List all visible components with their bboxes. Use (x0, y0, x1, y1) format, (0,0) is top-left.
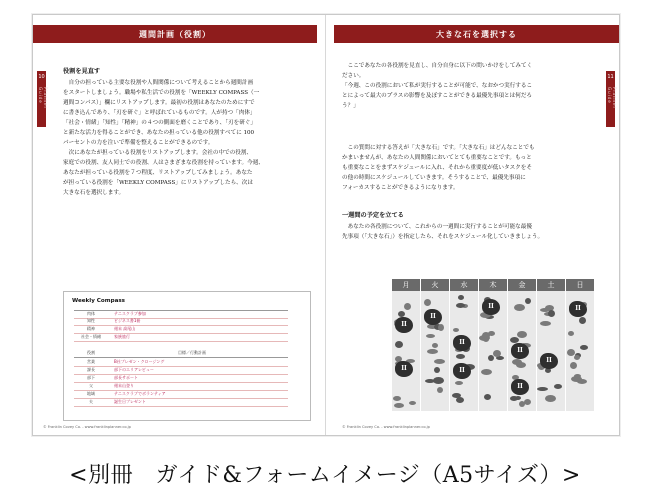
left-page-header: 週間計画（役割） (33, 25, 317, 43)
small-stone (458, 295, 464, 300)
form-role-row (74, 367, 288, 375)
role-label: 地域 (87, 391, 95, 396)
small-stone (426, 334, 435, 338)
big-stone: II (540, 353, 558, 369)
small-stone (437, 387, 443, 393)
day-header: 土 (537, 279, 565, 291)
small-stone (579, 317, 586, 324)
day-column (421, 279, 450, 411)
small-stone (455, 381, 463, 385)
small-stone (488, 355, 494, 361)
small-stone (484, 394, 491, 400)
small-stone (453, 328, 459, 332)
form-role-row (74, 359, 288, 367)
day-header: 木 (479, 279, 507, 291)
right-body-text: この質問に対する答えが「大きな石」です。「大きな石」はどんなことでも かまいませんが、あなたの人間関係においてとても重要なことです。もっと も重要なことをまずスケジュールに入れ、それから重要度が低いタスクをそ の他の時間にスケジュールしていきます。そうすることで、最優先事項に フォーカスすることができるようになります。 (342, 145, 535, 191)
big-stone: II (569, 301, 587, 317)
left-page-number: 10 (38, 74, 45, 80)
small-stone (524, 399, 531, 405)
small-stone (519, 401, 525, 407)
small-stone (493, 350, 501, 357)
day-column (537, 279, 566, 411)
form-row (74, 326, 288, 334)
right-page-number: 11 (607, 74, 614, 80)
form-row (74, 334, 288, 342)
day-header: 金 (508, 279, 536, 291)
right-intro-text: ここであなたの各役割を見直し、自分自身に以下の問いかけをしてみてく ださい。 「今週、この役割において私が実行することが可能で、なおかつ実行するこ とによって最大のプラスの影響を及ぼすことができる最優先事項とは何だろ う？」 (342, 63, 533, 109)
day-column (479, 279, 508, 411)
big-stone: II (453, 335, 471, 351)
big-stone: II (424, 309, 442, 325)
small-stone (394, 403, 404, 408)
big-stone: II (395, 317, 413, 333)
form-row-label: 精神 (87, 326, 95, 331)
day-header: 日 (566, 279, 594, 291)
day-column (566, 279, 595, 411)
day-column (450, 279, 479, 411)
form-row-label: 社会・情緒 (81, 334, 101, 339)
small-stone (540, 308, 550, 312)
small-stone (545, 395, 556, 402)
form-row-value: ビジネス書1冊 (114, 318, 141, 323)
left-footer: © Franklin Covey Co. - www.franklinplanner.co.jp (43, 425, 131, 429)
small-stone (517, 331, 527, 338)
role-value: 部下のエリアレビュー (114, 367, 154, 372)
right-page-tab (606, 71, 615, 127)
day-header: 火 (421, 279, 449, 291)
small-stone (577, 379, 587, 384)
small-stone (432, 343, 438, 348)
small-stone (424, 299, 431, 306)
small-stone (434, 367, 440, 373)
small-stone (481, 369, 492, 375)
day-header: 月 (392, 279, 420, 291)
form-role-row (74, 375, 288, 383)
small-stone (515, 396, 521, 400)
big-stones-diagram (392, 279, 598, 411)
right-tab-vertical-text: Planner Guide (607, 87, 617, 110)
form-row (74, 318, 288, 326)
small-stone (452, 393, 461, 398)
small-stone (514, 304, 525, 311)
form-row-value: テニスクラブ参加 (114, 311, 146, 316)
small-stone (456, 303, 465, 308)
big-stone: II (453, 363, 471, 379)
form-col-role: 役割 (87, 350, 95, 355)
small-stone (554, 384, 562, 389)
role-label: 父 (89, 383, 93, 388)
small-stone (427, 349, 438, 354)
small-stone (568, 331, 574, 336)
role-value: 週末山登り (114, 383, 134, 388)
form-role-row (74, 391, 288, 399)
small-stone (574, 374, 581, 378)
day-column (508, 279, 537, 411)
left-heading: 役割を見直す (63, 68, 101, 75)
small-stone (456, 354, 465, 359)
form-roles-header (74, 350, 288, 358)
right-footer: © Franklin Covey Co. - www.franklinplanner.co.jp (342, 425, 430, 429)
day-column (392, 279, 421, 411)
role-value: テニスクラブでボランティア (114, 391, 166, 396)
left-page (33, 15, 326, 435)
big-stone: II (511, 379, 529, 395)
small-stone (540, 321, 551, 326)
left-tab-vertical-text: Planner Guide (38, 87, 48, 110)
form-title: Weekly Compass (72, 298, 126, 304)
right-heading: 一週間の予定を立てる (342, 212, 404, 219)
small-stone (409, 401, 416, 405)
small-stone (434, 359, 445, 364)
big-stone: II (511, 343, 529, 359)
left-page-tab (37, 71, 46, 127)
right-page (326, 15, 619, 435)
small-stone (574, 355, 580, 360)
small-stone (580, 345, 588, 350)
small-stone (525, 298, 531, 304)
role-value: 誕生日プレゼント (114, 399, 146, 404)
form-col-goal: 目標／行動計画 (178, 350, 206, 355)
role-label: 営業 (87, 359, 95, 364)
form-row-value: 週末 高尾山 (114, 326, 136, 331)
small-stone (488, 331, 495, 336)
big-stone: II (395, 361, 413, 377)
role-label: 部下 (87, 375, 95, 380)
small-stone (404, 303, 411, 310)
right-body-text-2: あなたの各役割について、これからの一週間に実行することが可能な最優 先事項（「大きな石」）を指定したら、それをスケジュール化していきましょう。 (342, 224, 544, 240)
image-caption: <別冊 ガイド&フォームイメージ（A5サイズ）> (69, 463, 581, 488)
left-body-text: 自分の担っている主要な役割や人間関係について考えることから週間計画 をスタートしましょう。職場や私生活での役割を「WEEKLY COMPASS（一 週間コンパス）」欄にリストアップします。最初の役割はあなたのためにすで に書き込んであり、「刃を研ぐ」と呼ばれているものです。人が持つ「肉体」 「社会・情緒」「知性」「精神」の４つの側面を磨くことであり、「刃を研ぐ」 と新たな活力を得ることができ、あなたの担っている他の役割すべてに 100 パーセントの力を注いで準備を整えることができるのです。 次にあなたが担っている役割をリストアップします。会社の中での役割、 家庭での役割、友人同士での役割、人はさまざまな役割を持っています。今週、 あなたが担っている役割を７つ程度、リストアップしてみましょう。あなた が担っている役割を「WEEKLY COMPASS」にリストアップしたら、次は 大きな石を選択します。 (63, 80, 264, 196)
form-row-label: 知性 (87, 318, 95, 323)
small-stone (433, 377, 444, 384)
small-stone (483, 337, 489, 342)
right-page-header: 大きな石を選択する (334, 25, 619, 43)
role-value: B社プレゼン・クロージング (114, 359, 165, 364)
form-row-value: 家族旅行 (114, 334, 130, 339)
small-stone (438, 324, 444, 331)
small-stone (537, 387, 548, 391)
form-role-row (74, 383, 288, 391)
day-header: 水 (450, 279, 478, 291)
form-role-row (74, 399, 288, 407)
weekly-compass-form (63, 291, 311, 421)
role-label: 課長 (87, 367, 95, 372)
form-row-label: 肉体 (87, 311, 95, 316)
role-label: 夫 (89, 399, 93, 404)
small-stone (395, 341, 403, 348)
role-value: 部長サポート (114, 375, 138, 380)
book-spread (32, 14, 620, 436)
big-stone: II (482, 299, 500, 315)
small-stone (393, 396, 401, 401)
small-stone (570, 362, 577, 369)
small-stone (516, 362, 526, 368)
